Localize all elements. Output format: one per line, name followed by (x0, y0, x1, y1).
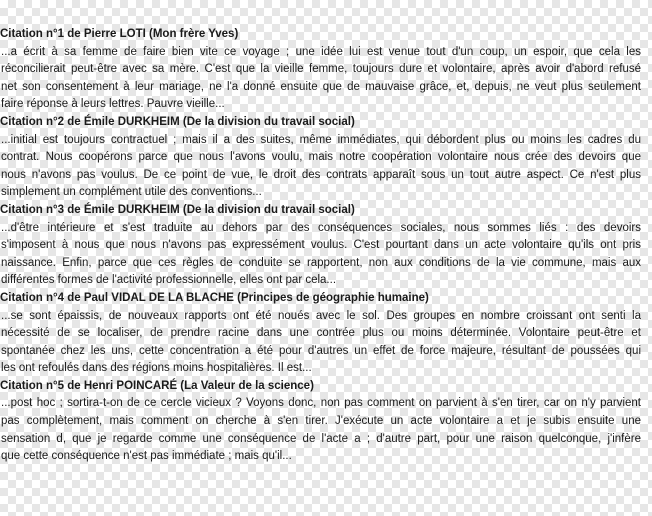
citation-4 (0, 290, 652, 378)
citation-body (0, 220, 652, 290)
citation-line: ...d'être intérieure et s'est traduite au dehors par des conséquences sociales, nous sommes liés : des devoirs (1, 221, 641, 234)
citation-title: Citation n°5 de Henri POINCARÉ (La Valeur de la science) (0, 379, 314, 392)
citation-line: ...post hoc ; sortira-t-on de ce cercle vicieux ? Voyons donc, non pas comment on parvient à s'en tirer, car on n'y parvient (1, 397, 641, 410)
citation-body (0, 132, 652, 202)
citation-line: différentes formes de l'activité professionnelle, elles ont par cela... (1, 274, 337, 287)
citation-line: simplement un complément utile des conventions... (1, 186, 262, 199)
citation-line: nous n'avons pas voulus. De ce point de vue, le droit des contrats apparaît sous un tout autre aspect. Ce n'est plus (1, 168, 641, 181)
citation-line: les ont refoulés dans des régions moins hospitalières. Il est... (1, 362, 312, 375)
citation-line: sensation d, que je regarde comme une conséquence de l'acte a ; d'autre part, pour une raison quelconque, j'infère (1, 432, 641, 445)
citation-line: pas complètement, mais comment on cherche à s'en tirer. J'exécute un acte volontaire a et je subis ensuite une (1, 415, 641, 428)
citation-line: réconcilierait peut-être avec sa mère. C'est que la vieille femme, toujours dure et volontaire, après avoir d'abord refusé (1, 63, 641, 76)
citation-title: Citation n°1 de Pierre LOTI (Mon frère Yves) (0, 28, 239, 40)
citation-1 (0, 26, 652, 114)
citation-line: net son consentement à leur mariage, ne l'a donné ensuite que de mauvaise grâce, et, depuis, ne veut plus seulement (1, 80, 641, 93)
citation-line: ...initial est toujours contractuel ; mais il a des suites, même immédiates, qui débordent plus ou moins les cadres du (1, 133, 641, 146)
citation-title: Citation n°2 de Émile DURKHEIM (De la division du travail social) (0, 115, 355, 128)
citation-line: contrat. Nous coopérons parce que nous l'avons voulu, mais notre coopération volontaire nous crée des devoirs que (1, 151, 641, 164)
citation-line: s'imposent à nous que nous n'avons pas expressément voulus. C'est pourtant dans un acte volontaire qu'ils ont pris (1, 239, 641, 252)
citations-document (0, 26, 652, 466)
citation-line: ...se sont épaissis, de nouveaux rapports ont été noués avec le sol. Des groupes en nombre croissant ont senti la (1, 309, 641, 322)
citation-line: nécessité de se localiser, de prendre racine dans une contrée plus ou moins déterminée. Volontaire peut-être et (1, 327, 641, 340)
citation-5 (0, 378, 652, 466)
citation-line: spontanée chez les uns, cette concentration a été pour d'autres un effet de force majeure, résultant de poussées qui (1, 344, 641, 357)
citation-body (0, 44, 652, 114)
citation-line: ...a écrit à sa femme de faire bien vite ce voyage ; une idée lui est venue tout d'un coup, un espoir, que cela les (1, 45, 641, 58)
citation-2 (0, 114, 652, 202)
citation-body (0, 395, 652, 465)
citation-title: Citation n°3 de Émile DURKHEIM (De la division du travail social) (0, 203, 355, 216)
citation-line: faire réponse à leurs lettres. Pauvre vieille... (1, 98, 225, 111)
citation-body (0, 308, 652, 378)
citation-title: Citation n°4 de Paul VIDAL DE LA BLACHE (Principes de géographie humaine) (0, 291, 429, 304)
citation-line: naissance. Enfin, parce que ces règles de conduite se rapportent, non aux conditions de la vie commune, mais aux (1, 256, 641, 269)
citation-3 (0, 202, 652, 290)
citation-line: que cette conséquence n'est pas immédiate ; mais qu'il... (1, 450, 292, 463)
